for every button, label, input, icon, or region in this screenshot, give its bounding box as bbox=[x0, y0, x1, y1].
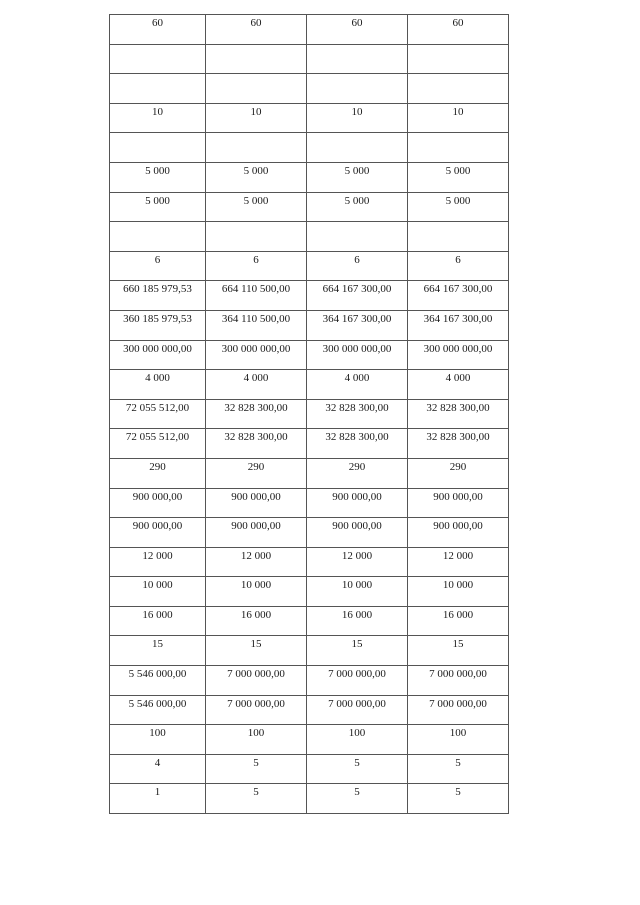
table-cell: 900 000,00 bbox=[408, 488, 509, 518]
table-cell: 300 000 000,00 bbox=[110, 340, 206, 370]
table-cell bbox=[408, 44, 509, 74]
table-cell bbox=[408, 133, 509, 163]
table-cell: 7 000 000,00 bbox=[307, 695, 408, 725]
table-cell: 10 000 bbox=[110, 577, 206, 607]
table-row bbox=[110, 310, 509, 340]
table-cell: 5 000 bbox=[110, 162, 206, 192]
table-cell: 300 000 000,00 bbox=[206, 340, 307, 370]
table-row bbox=[110, 518, 509, 548]
table-cell: 5 000 bbox=[408, 162, 509, 192]
table-cell: 5 000 bbox=[206, 192, 307, 222]
table-cell: 290 bbox=[110, 458, 206, 488]
table-cell: 5 546 000,00 bbox=[110, 695, 206, 725]
table-cell: 364 110 500,00 bbox=[206, 310, 307, 340]
table-cell: 7 000 000,00 bbox=[408, 695, 509, 725]
table-row bbox=[110, 162, 509, 192]
table-cell: 664 167 300,00 bbox=[307, 281, 408, 311]
table-cell: 16 000 bbox=[307, 606, 408, 636]
table-row bbox=[110, 754, 509, 784]
table-cell: 300 000 000,00 bbox=[408, 340, 509, 370]
table-row bbox=[110, 15, 509, 45]
table-row bbox=[110, 340, 509, 370]
table-row bbox=[110, 429, 509, 459]
table-row bbox=[110, 74, 509, 104]
table-cell: 16 000 bbox=[206, 606, 307, 636]
table-cell: 7 000 000,00 bbox=[206, 666, 307, 696]
table-cell: 360 185 979,53 bbox=[110, 310, 206, 340]
table-cell: 5 bbox=[408, 784, 509, 814]
table-cell bbox=[110, 74, 206, 104]
table-cell bbox=[206, 133, 307, 163]
table-row bbox=[110, 192, 509, 222]
table-cell bbox=[206, 74, 307, 104]
table-cell: 664 110 500,00 bbox=[206, 281, 307, 311]
table-cell: 10 bbox=[110, 103, 206, 133]
table-cell: 60 bbox=[408, 15, 509, 45]
table-row bbox=[110, 488, 509, 518]
table-cell: 60 bbox=[307, 15, 408, 45]
table-cell: 32 828 300,00 bbox=[307, 399, 408, 429]
table-cell: 5 000 bbox=[110, 192, 206, 222]
table-row bbox=[110, 725, 509, 755]
table-row bbox=[110, 251, 509, 281]
table-cell: 664 167 300,00 bbox=[408, 281, 509, 311]
data-table bbox=[109, 14, 509, 814]
table-cell: 10 000 bbox=[307, 577, 408, 607]
table-row bbox=[110, 784, 509, 814]
table-cell: 5 546 000,00 bbox=[110, 666, 206, 696]
table-row bbox=[110, 103, 509, 133]
table-cell: 4 bbox=[110, 754, 206, 784]
table-cell: 6 bbox=[408, 251, 509, 281]
table-cell: 32 828 300,00 bbox=[408, 429, 509, 459]
table-row bbox=[110, 606, 509, 636]
table-cell: 5 bbox=[206, 754, 307, 784]
table-cell bbox=[206, 44, 307, 74]
table-cell: 4 000 bbox=[206, 370, 307, 400]
table-cell: 32 828 300,00 bbox=[408, 399, 509, 429]
table-cell: 5 000 bbox=[408, 192, 509, 222]
table-row bbox=[110, 458, 509, 488]
table-row bbox=[110, 577, 509, 607]
table-row bbox=[110, 44, 509, 74]
table-cell: 900 000,00 bbox=[408, 518, 509, 548]
table-cell: 32 828 300,00 bbox=[307, 429, 408, 459]
table-cell bbox=[110, 44, 206, 74]
table-cell: 290 bbox=[408, 458, 509, 488]
table-cell bbox=[110, 133, 206, 163]
table-cell: 32 828 300,00 bbox=[206, 399, 307, 429]
table-cell: 900 000,00 bbox=[307, 488, 408, 518]
table-row bbox=[110, 370, 509, 400]
table-cell: 6 bbox=[307, 251, 408, 281]
table-cell: 10 000 bbox=[206, 577, 307, 607]
table-cell: 6 bbox=[110, 251, 206, 281]
table-cell: 900 000,00 bbox=[206, 518, 307, 548]
table-cell: 15 bbox=[110, 636, 206, 666]
table-body bbox=[110, 15, 509, 814]
table-cell: 900 000,00 bbox=[206, 488, 307, 518]
table-cell bbox=[307, 74, 408, 104]
table-cell: 16 000 bbox=[408, 606, 509, 636]
table-cell: 4 000 bbox=[307, 370, 408, 400]
table-cell: 100 bbox=[206, 725, 307, 755]
table-cell: 5 bbox=[307, 754, 408, 784]
table-cell: 60 bbox=[206, 15, 307, 45]
table-cell: 10 bbox=[408, 103, 509, 133]
table-cell: 5 000 bbox=[206, 162, 307, 192]
table-row bbox=[110, 636, 509, 666]
table-cell: 660 185 979,53 bbox=[110, 281, 206, 311]
table-cell: 60 bbox=[110, 15, 206, 45]
table-cell: 1 bbox=[110, 784, 206, 814]
table-cell: 300 000 000,00 bbox=[307, 340, 408, 370]
table-cell bbox=[307, 222, 408, 252]
table-cell: 32 828 300,00 bbox=[206, 429, 307, 459]
table-cell bbox=[206, 222, 307, 252]
table-cell bbox=[307, 44, 408, 74]
table-cell: 72 055 512,00 bbox=[110, 429, 206, 459]
table-cell: 900 000,00 bbox=[110, 518, 206, 548]
table-cell: 100 bbox=[307, 725, 408, 755]
table-cell: 10 bbox=[307, 103, 408, 133]
table-cell: 15 bbox=[408, 636, 509, 666]
table-cell: 72 055 512,00 bbox=[110, 399, 206, 429]
table-cell: 5 bbox=[307, 784, 408, 814]
table-cell: 100 bbox=[408, 725, 509, 755]
table-cell: 4 000 bbox=[408, 370, 509, 400]
table-cell: 5 000 bbox=[307, 162, 408, 192]
table-cell: 12 000 bbox=[110, 547, 206, 577]
table-row bbox=[110, 547, 509, 577]
table-cell bbox=[110, 222, 206, 252]
table-cell: 5 bbox=[408, 754, 509, 784]
table-cell: 364 167 300,00 bbox=[307, 310, 408, 340]
table-row bbox=[110, 399, 509, 429]
table-cell bbox=[408, 222, 509, 252]
table-cell: 12 000 bbox=[206, 547, 307, 577]
table-cell: 364 167 300,00 bbox=[408, 310, 509, 340]
table-cell: 15 bbox=[206, 636, 307, 666]
table-row bbox=[110, 666, 509, 696]
table-cell bbox=[408, 74, 509, 104]
table-cell: 16 000 bbox=[110, 606, 206, 636]
table-row bbox=[110, 695, 509, 725]
table-cell: 4 000 bbox=[110, 370, 206, 400]
table-cell: 100 bbox=[110, 725, 206, 755]
table-cell: 10 000 bbox=[408, 577, 509, 607]
table-cell: 900 000,00 bbox=[110, 488, 206, 518]
table-row bbox=[110, 133, 509, 163]
table-cell: 10 bbox=[206, 103, 307, 133]
table-cell: 12 000 bbox=[408, 547, 509, 577]
table-cell: 5 000 bbox=[307, 192, 408, 222]
table-cell: 15 bbox=[307, 636, 408, 666]
table-cell: 7 000 000,00 bbox=[206, 695, 307, 725]
table-cell: 290 bbox=[307, 458, 408, 488]
table-cell: 12 000 bbox=[307, 547, 408, 577]
table-cell: 7 000 000,00 bbox=[307, 666, 408, 696]
table-cell: 6 bbox=[206, 251, 307, 281]
table-cell: 290 bbox=[206, 458, 307, 488]
table-cell: 7 000 000,00 bbox=[408, 666, 509, 696]
table-cell: 900 000,00 bbox=[307, 518, 408, 548]
table-row bbox=[110, 281, 509, 311]
table-row bbox=[110, 222, 509, 252]
table-cell: 5 bbox=[206, 784, 307, 814]
table-cell bbox=[307, 133, 408, 163]
